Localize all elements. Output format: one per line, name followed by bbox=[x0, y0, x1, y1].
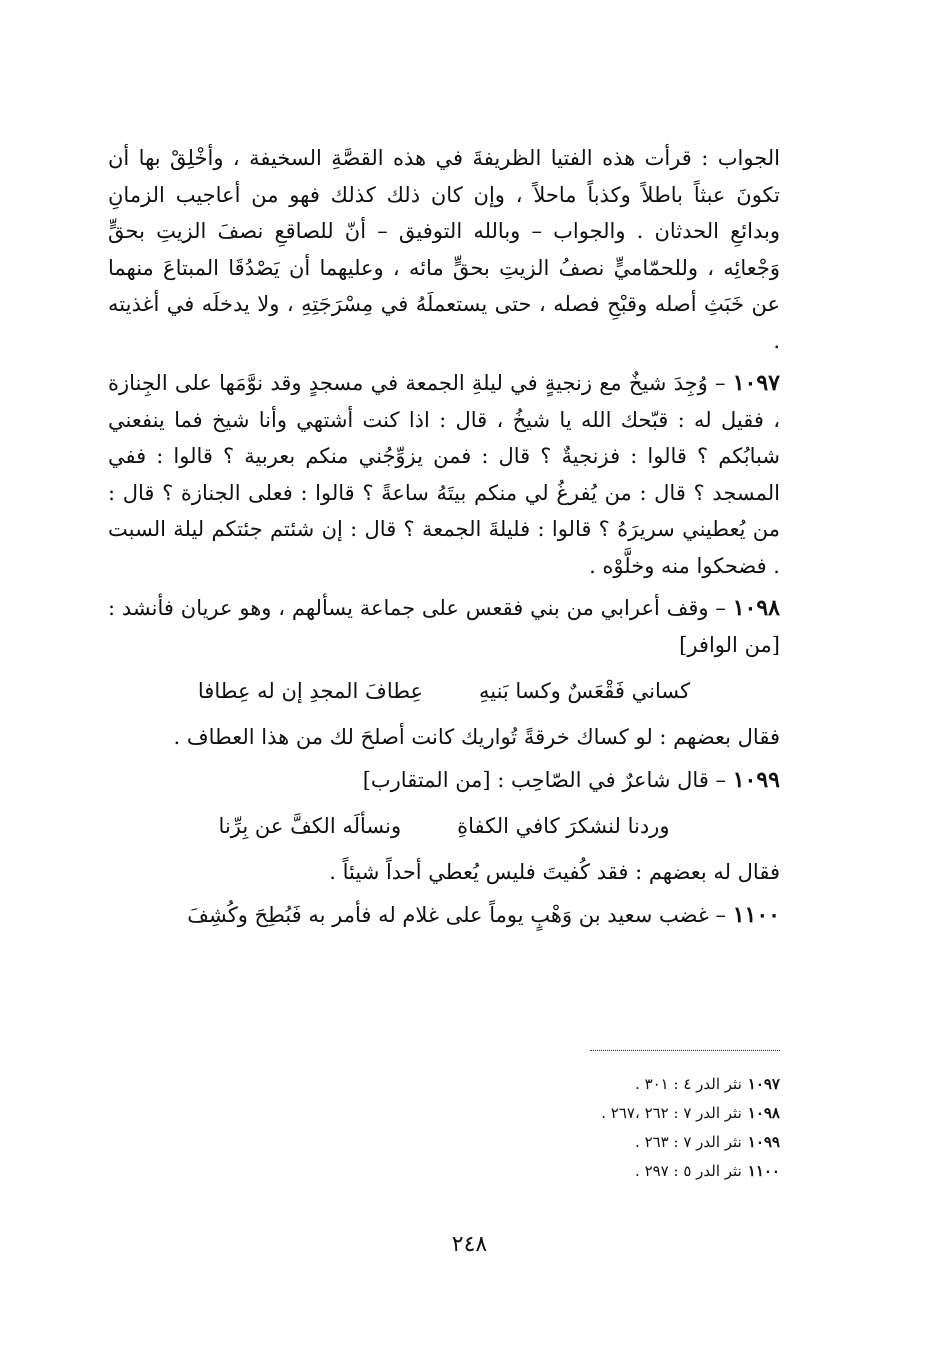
footnote-text: نثر الدر ٧ : ٢٦٣ . bbox=[635, 1133, 742, 1151]
page-body bbox=[108, 140, 780, 933]
entry-number: ١٠٩٧ bbox=[732, 370, 780, 396]
verse-hemistich-first: وردنا لنشكرَ كافي الكفاةِ bbox=[457, 814, 670, 838]
paragraph-text: فقال بعضهم : لو كساك خرقةً تُواريك كانت أصلحَ لك من هذا العطاف . bbox=[173, 725, 780, 749]
footnote-number: ١٠٩٨ bbox=[747, 1104, 780, 1122]
answer-paragraph bbox=[108, 140, 780, 359]
footnote bbox=[400, 1099, 780, 1128]
footnote bbox=[400, 1157, 780, 1186]
entry-text: – غضب سعيد بن وَهْبٍ يوماً على غلام له فأمر به فَبُطِحَ وكُشِفَ bbox=[187, 902, 727, 927]
footnote-number: ١٠٩٧ bbox=[747, 1075, 780, 1093]
after-verse-1 bbox=[108, 719, 780, 756]
entry-1100 bbox=[108, 897, 780, 934]
verse-hemistich-second: عِطافَ المجدِ إن له عِطافا bbox=[197, 679, 423, 703]
footnote-text: نثر الدر ٧ : ٢٦٢ ،٢٦٧ . bbox=[601, 1104, 742, 1122]
footnote-number: ١٠٩٩ bbox=[747, 1133, 780, 1151]
footnote-divider bbox=[590, 1050, 780, 1051]
footnote-number: ١١٠٠ bbox=[747, 1162, 780, 1180]
entry-1097 bbox=[108, 365, 780, 584]
page-number: ٢٤٨ bbox=[451, 1232, 488, 1257]
verse-2 bbox=[108, 806, 780, 846]
paragraph-text: الجواب : قرأت هذه الفتيا الظريفةَ في هذه القصَّةِ السخيفة ، وأخْلِقْ بها أن تكونَ عبثاً باطلاً وكذباً ماحلاً ، وإن كان ذلك كذلك فهو من أعاجيب الزمانِ وبدائعِ الحدثان . والجواب – وبالله التوفيق – أنّ للصاقعِ نصفَ الزيتِ بحقٍّ وَجْعائِه ، وللحمّاميٍّ نصفُ الزيتِ بحقٍّ مائه ، وعليهما أن يَصْدُقَا المبتاعَ منهما عن خَبَثِ أصله وقبْحِ فصله ، حتى يستعملَهُ في مِسْرَجَتِهِ ، ولا يدخلَه في أغذيته . bbox=[108, 146, 780, 353]
entry-1099 bbox=[108, 762, 780, 799]
footnote-text: نثر الدر ٤ : ٣٠١ . bbox=[635, 1075, 742, 1093]
entry-number: ١١٠٠ bbox=[732, 901, 780, 928]
footnotes bbox=[400, 1070, 780, 1186]
footnote bbox=[400, 1070, 780, 1099]
after-verse-2 bbox=[108, 854, 780, 891]
footnote-text: نثر الدر ٥ : ٢٩٧ . bbox=[635, 1162, 742, 1180]
entry-text: – قال شاعرٌ في الصّاحِب : [من المتقارب] bbox=[362, 767, 727, 792]
entry-text: – وقف أعرابي من بني فقعس على جماعة يسألهم ، وهو عريان فأنشد : [من الوافر] bbox=[108, 596, 780, 657]
entry-number: ١٠٩٩ bbox=[732, 766, 780, 793]
entry-number: ١٠٩٨ bbox=[732, 595, 780, 621]
entry-1098 bbox=[108, 590, 780, 663]
footnote bbox=[400, 1128, 780, 1157]
verse-1 bbox=[108, 671, 780, 711]
verse-hemistich-first: كساني فَقْعَسٌ وكسا بَنيهِ bbox=[478, 679, 691, 703]
paragraph-text: فقال له بعضهم : فقد كُفيتَ فليس يُعطي أحداً شيئاً . bbox=[329, 860, 780, 884]
entry-text: – وُجِدَ شيخٌ مع زنجيةٍ في ليلةِ الجمعة في مسجدٍ وقد نوَّمَها على الجِنازة ، فقيل له : قبّحك الله يا شيخُ ، قال : اذا كنت أشتهي وأنا شيخ فما ينفعني شبابُكم ؟ قالوا : فزنجيةٌ ؟ قال : فمن يزوِّجُني منكم بعربية ؟ قالوا : ففي المسجد ؟ قال : من يُفرغُ لي منكم بيتَهُ ساعةً ؟ قالوا : فعلى الجنازة ؟ قال : من يُعطيني سريرَهُ ؟ قالوا : فليلةَ الجمعة ؟ قال : إن شئتم جئتكم ليلة السبت . فضحكوا منه وخلَّوْه . bbox=[108, 371, 780, 578]
verse-hemistich-second: ونسألَه الكفَّ عن بِرِّنا bbox=[218, 814, 402, 838]
